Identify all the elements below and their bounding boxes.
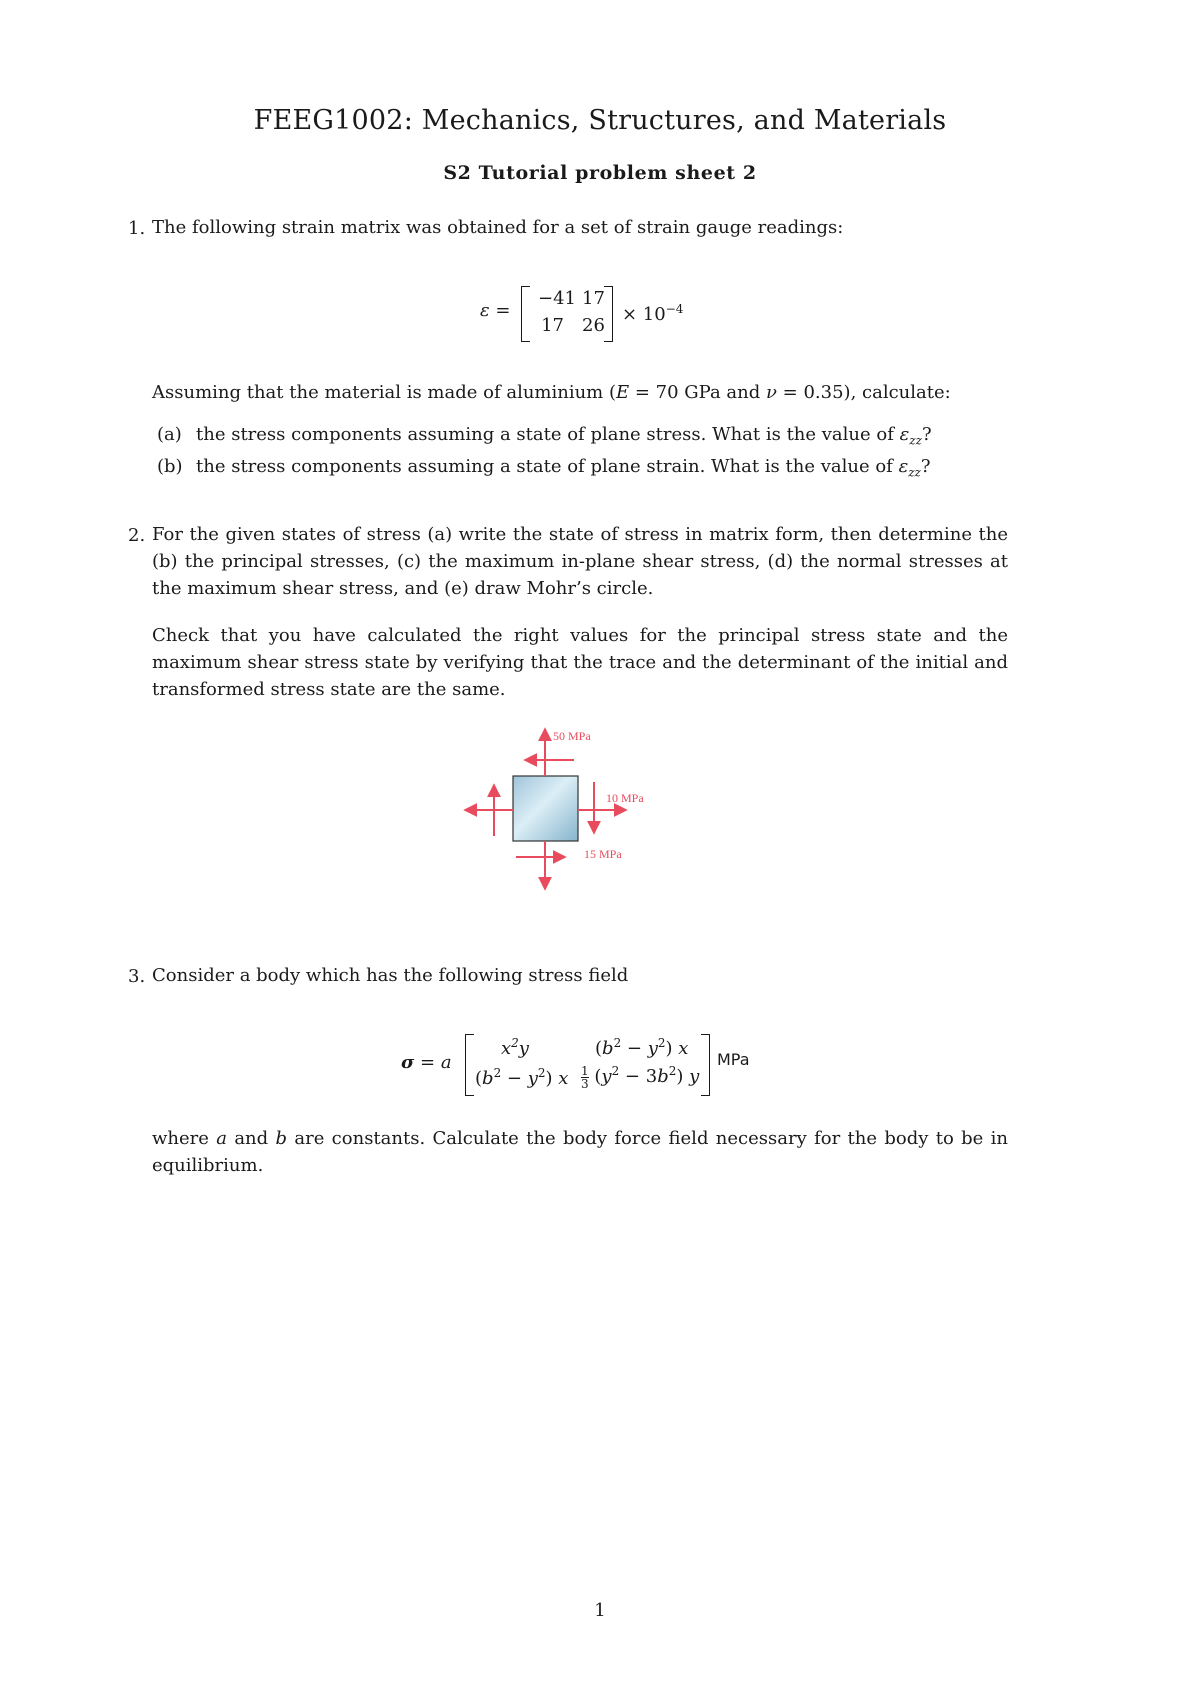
q2-number: 2. [128, 525, 146, 546]
matrix-cell-22: 26 [582, 315, 605, 336]
sigma-cell-12: $(b^2 - y^2)$ x [595, 1036, 689, 1059]
q2-paragraph-1: For the given states of stress (a) write the state of stress in matrix form, then determine the (b) the principal stresses, (c) the maximum in-plane shear stress, (d) the normal stresses at the maximum shear stress, and (e) draw Mohr’s circle. [152, 524, 1008, 599]
strain-matrix-lhs: ε = [480, 300, 511, 321]
matrix-factor: × $10^{-4}$ [622, 302, 684, 325]
strain-matrix [470, 284, 770, 344]
stress-unit: MPa [717, 1050, 750, 1069]
sigma-left-bracket [465, 1034, 474, 1096]
page-title: FEEG1002: Mechanics, Structures, and Materials [253, 105, 947, 136]
stress-matrix-lhs: σ = a [401, 1052, 452, 1073]
stress-field-matrix [395, 1030, 795, 1100]
matrix-exponent: −4 [665, 302, 684, 316]
q1-number: 1. [128, 218, 146, 239]
matrix-cell-12: 17 [582, 288, 605, 309]
stress-element-box [513, 776, 578, 841]
sigma-cell-11: $x^2y$ [501, 1036, 529, 1059]
sigma-cell-22: $\frac{1}{3}$ $(y^2 - 3b^2)$ y [581, 1063, 700, 1091]
q1-part-a-label: (a) [157, 424, 182, 445]
q3-number: 3. [128, 966, 146, 987]
q1-part-b-label: (b) [157, 456, 183, 477]
q1-intro: The following strain matrix was obtained for a set of strain gauge readings: [152, 217, 844, 238]
q3-intro: Consider a body which has the following stress field [152, 965, 629, 986]
sigma-right-bracket [701, 1034, 710, 1096]
matrix-cell-21: 17 [541, 315, 564, 336]
label-50-mpa: 50 MPa [553, 729, 591, 743]
stress-element-figure [440, 720, 700, 900]
q1-part-b-text: the stress components assuming a state of plane strain. What is the value of $\varepsilon_{zz}$? [196, 456, 931, 480]
label-15-mpa: 15 MPa [584, 847, 622, 861]
q3-paragraph: where a and b are constants. Calculate the body force field necessary for the body to be in equilibrium. [152, 1128, 1008, 1176]
sheet-subtitle: S2 Tutorial problem sheet 2 [443, 162, 757, 184]
right-bracket [604, 286, 613, 342]
matrix-cell-11: −41 [538, 288, 576, 309]
q1-part-a-text: the stress components assuming a state of plane stress. What is the value of $\varepsilon_{zz}$? [196, 424, 932, 448]
label-10-mpa: 10 MPa [606, 791, 644, 805]
q1-assumption: Assuming that the material is made of aluminium (E = 70 GPa and ν = 0.35), calculate: [152, 382, 951, 403]
page-number: 1 [594, 1600, 606, 1621]
sigma-cell-21: $(b^2 - y^2)$ x [475, 1066, 569, 1089]
left-bracket [521, 286, 530, 342]
q2-paragraph-2: Check that you have calculated the right values for the principal stress state and the maximum shear stress state by verifying that the trace and the determinant of the initial and transformed stress state are the same. [152, 625, 1008, 700]
